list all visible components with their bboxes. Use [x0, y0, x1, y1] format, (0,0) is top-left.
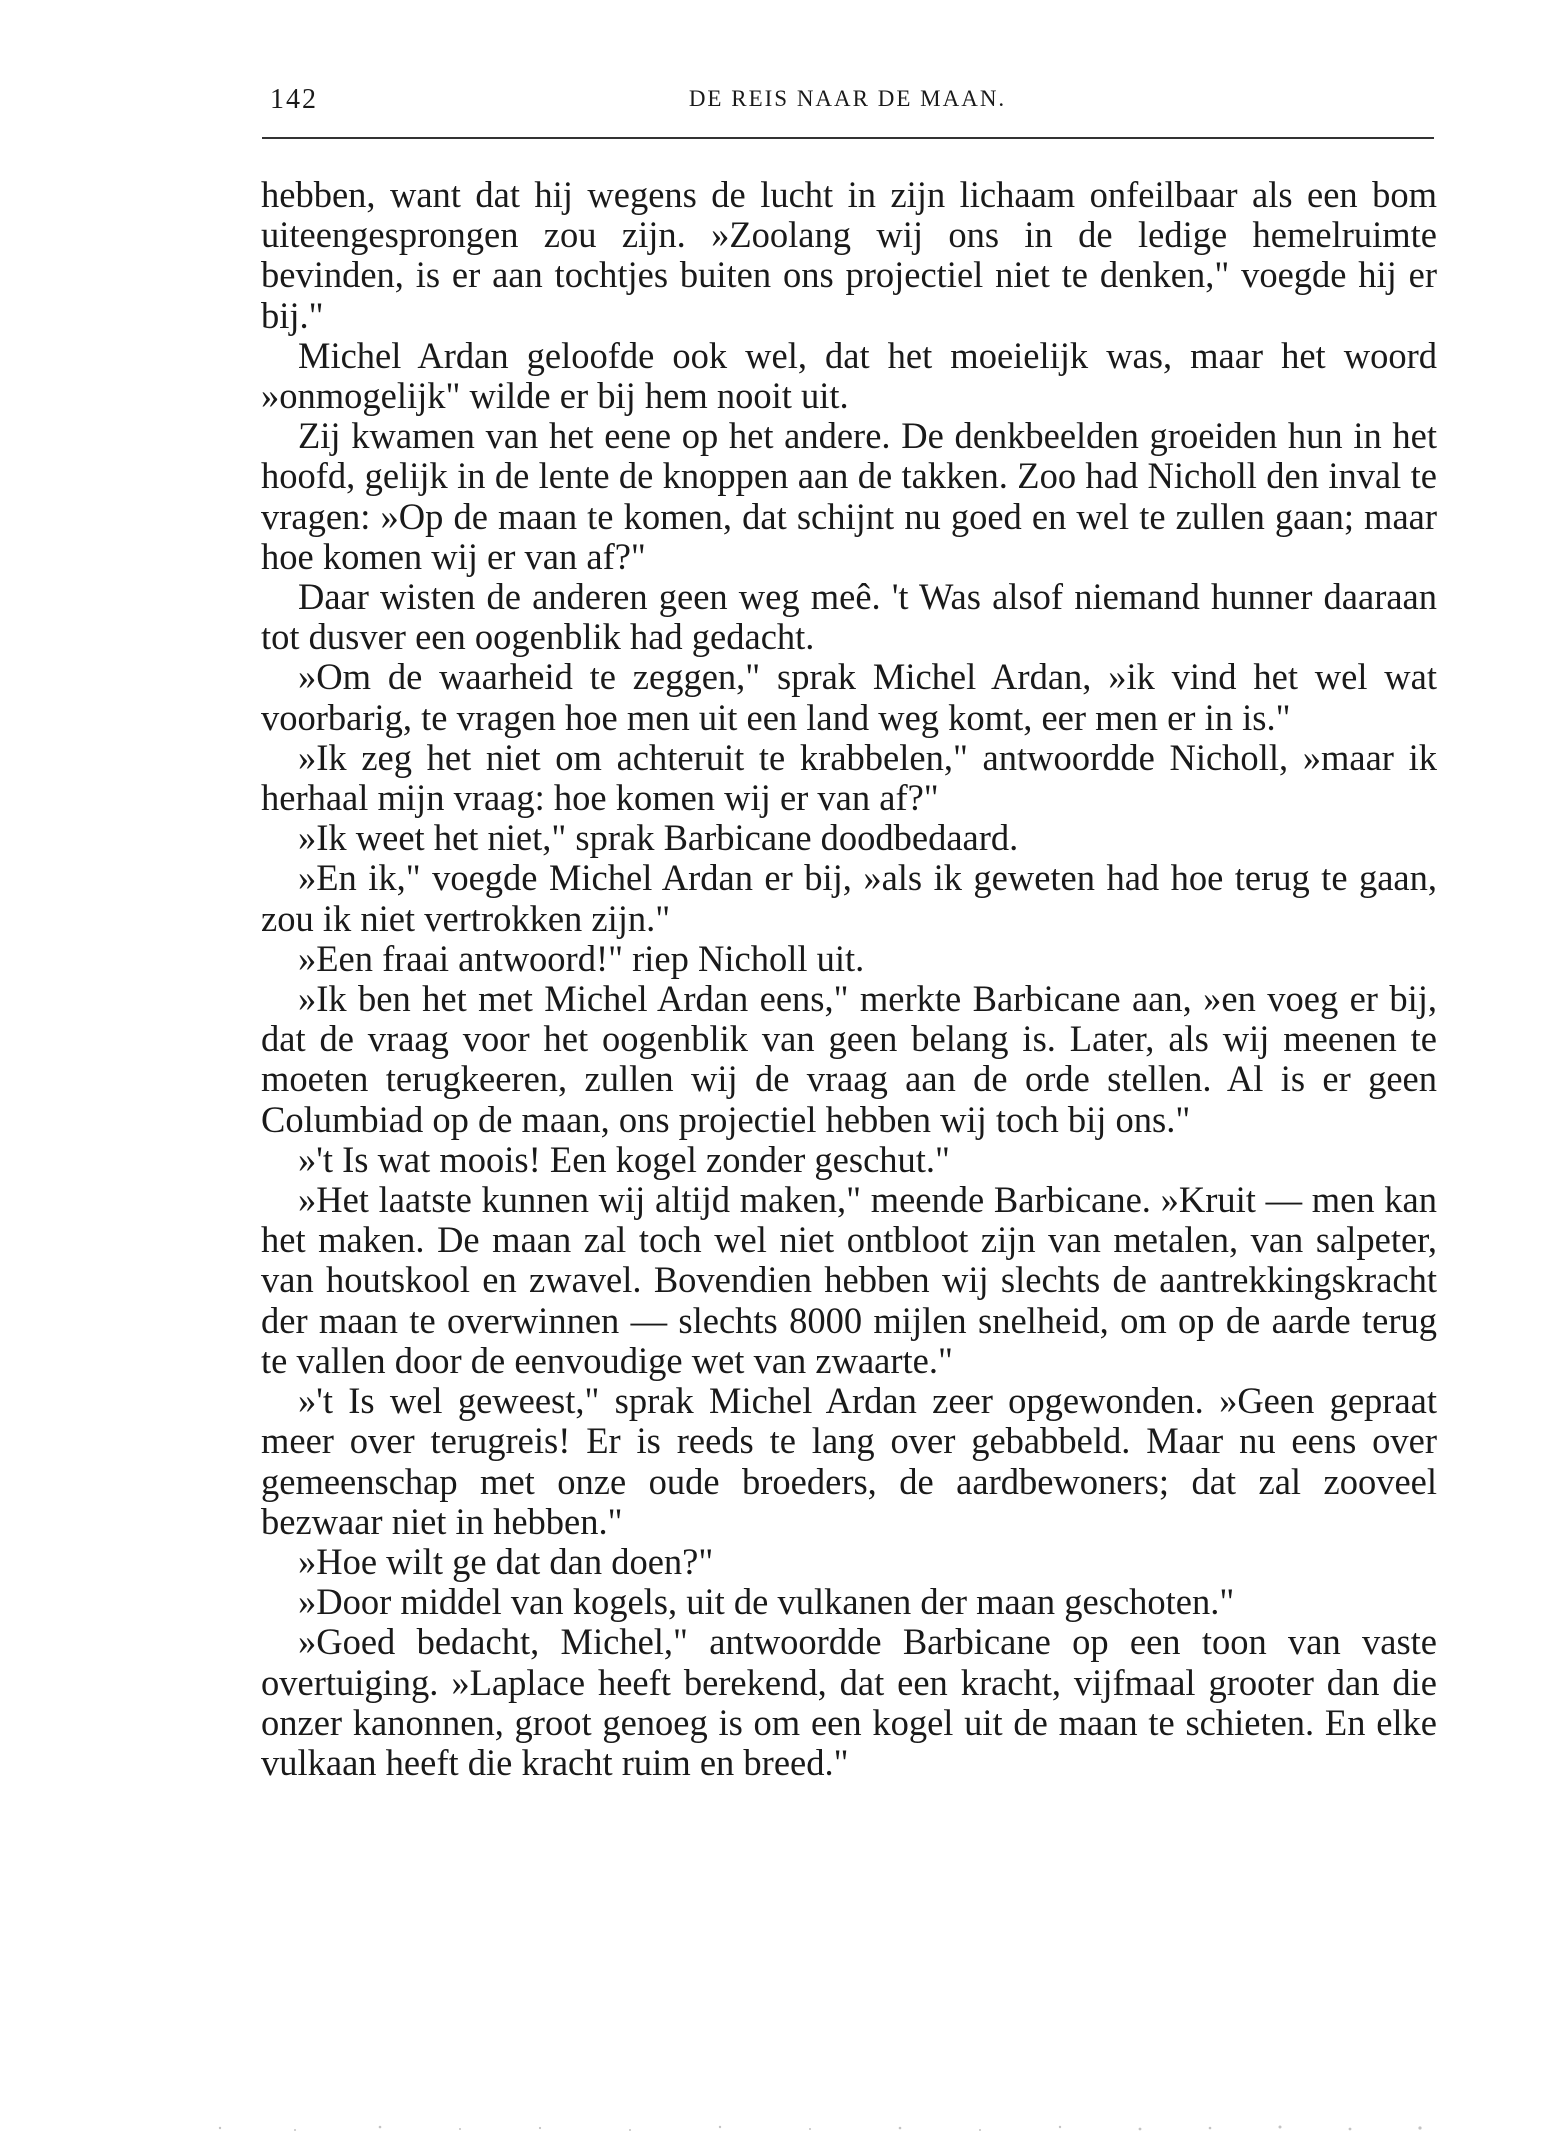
running-title: DE REIS NAAR DE MAAN.: [688, 86, 1007, 111]
scan-specks: [200, 2120, 1460, 2136]
page-header: [260, 84, 1435, 134]
page-number: 142: [270, 84, 318, 115]
paragraph: »Om de waarheid te zeggen," sprak Michel Ardan, »ik vind het wel wat voorbarig, te vragen hoe men uit een land weg komt, eer men er in is.": [261, 656, 1437, 738]
paragraph: »Het laatste kunnen wij altijd maken," meende Barbicane. »Kruit — men kan het maken. De maan zal toch wel niet ontbloot zijn van metalen, van salpeter, van houtskool en zwavel. Bovendien hebben wij slechts de aantrekkingskracht der maan te overwinnen — slechts 8000 mijlen snelheid, om op de aarde terug te vallen door de eenvoudige wet van zwaarte.": [261, 1179, 1437, 1381]
paragraph: »Ik zeg het niet om achteruit te krabbelen," antwoordde Nicholl, »maar ik herhaal mijn vraag: hoe komen wij er van af?": [261, 736, 1437, 819]
paragraph: Daar wisten de anderen geen weg meê. 't Was alsof niemand hunner daaraan tot dusver een oogenblik had gedacht.: [261, 576, 1437, 658]
paragraph: »Ik weet het niet," sprak Barbicane doodbedaard.: [298, 817, 1019, 859]
paragraph: »Hoe wilt ge dat dan doen?": [298, 1540, 714, 1582]
paragraph: »En ik," voegde Michel Ardan er bij, »als ik geweten had hoe terug te gaan, zou ik niet vertrokken zijn.": [261, 857, 1437, 939]
paragraph: hebben, want dat hij wegens de lucht in zijn lichaam onfeilbaar als een bom uiteengesprongen zou zijn. »Zoolang wij ons in de ledige hemelruimte bevinden, is er aan tochtjes buiten ons projectiel niet te denken," voegde hij er bij.": [261, 174, 1437, 336]
paragraph: »Door middel van kogels, uit de vulkanen der maan geschoten.": [298, 1581, 1235, 1623]
body-text: [261, 175, 1437, 1783]
paragraph: »'t Is wel geweest," sprak Michel Ardan zeer opgewonden. »Geen gepraat meer over terugreis! Er is reeds te lang over gebabbeld. Maar nu eens over gemeenschap met onze oude broeders, de aardbewoners; dat zal zooveel bezwaar niet in hebben.": [261, 1380, 1437, 1542]
paragraph: Zij kwamen van het eene op het andere. De denkbeelden groeiden hun in het hoofd, gelijk in de lente de knoppen aan de takken. Zoo had Nicholl den inval te vragen: »Op de maan te komen, dat schijnt nu goed en wel te zullen gaan; maar hoe komen wij er van af?": [261, 415, 1437, 577]
paragraph: »Goed bedacht, Michel," antwoordde Barbicane op een toon van vaste overtuiging. »Laplace heeft berekend, dat een kracht, vijfmaal grooter dan die onzer kanonnen, groot genoeg is om een kogel uit de maan te schieten. En elke vulkaan heeft die kracht ruim en breed.": [261, 1621, 1437, 1783]
paragraph: Michel Ardan geloofde ook wel, dat het moeielijk was, maar het woord »onmogelijk" wilde er bij hem nooit uit.: [261, 334, 1437, 417]
paragraph: »Ik ben het met Michel Ardan eens," merkte Barbicane aan, »en voeg er bij, dat de vraag voor het oogenblik van geen belang is. Later, als wij meenen te moeten terugkeeren, zullen wij de vraag aan de orde stellen. Al is er geen Columbiad op de maan, ons projectiel hebben wij toch bij ons.": [261, 978, 1437, 1140]
paragraph: »'t Is wat moois! Een kogel zonder geschut.": [298, 1138, 950, 1180]
header-rule: [262, 137, 1434, 139]
paragraph: »Een fraai antwoord!" riep Nicholl uit.: [298, 937, 865, 979]
